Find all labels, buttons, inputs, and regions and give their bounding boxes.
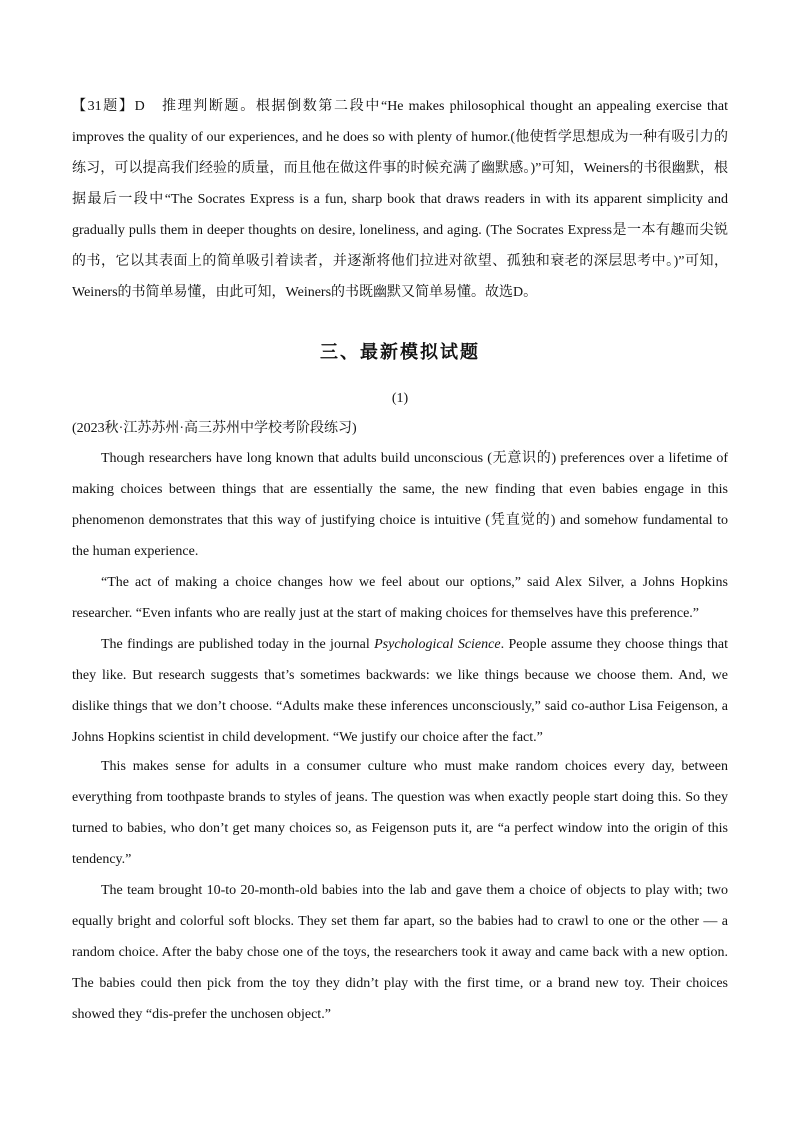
journal-title: Psychological Science xyxy=(374,637,501,652)
paragraph-3-lead: The findings are published today in the journal xyxy=(101,637,375,652)
passage-paragraph-2: “The act of making a choice changes how we feel about our options,” said Alex Silver, a Johns Hopkins researcher. “Even infants who are really just at the start of making choices for themselves have this preference.” xyxy=(72,575,728,621)
passage-paragraph-4: This makes sense for adults in a consumer culture who must make random choices every day, between everything from toothpaste brands to styles of jeans. The question was when exactly people start doing this. So they turned to babies, who don’t get many choices so, as Feigenson puts it, are “a perfect window into the origin of this tendency.” xyxy=(72,759,728,867)
passage-number: (1) xyxy=(391,391,409,406)
passage-paragraph-5: The team brought 10-to 20-month-old babies into the lab and gave them a choice of objects to play with; two equally bright and colorful soft blocks. They set them far apart, so the babies had to crawl to one or the other — a random choice. After the baby chose one of the toys, the researchers took it away and came back with a new option. The babies could then pick from the toy they didn’t play with the first time, or a brand new toy. Their choices showed they “dis-prefer the unchosen object.” xyxy=(72,883,728,1022)
passage-paragraph-1: Though researchers have long known that adults build unconscious (无意识的) preferences over a lifetime of making choices between things that are essentially the same, the new finding that even babies engage in this phenomenon demonstrates that this way of justifying choice is intuitive (凭直觉的) and somehow fundamental to the human experience. xyxy=(72,451,728,559)
section-heading: 三、最新模拟试题 xyxy=(320,342,480,363)
answer-explanation: 【31题】D 推理判断题。根据倒数第二段中“He makes philosophical thought an appealing exercise that improves the quality of our experiences, and he does so with plenty of humor.(他使哲学思想成为一种有吸引力的练习，可以提高我们经验的质量，而且他在做这件事的时候充满了幽默感。)”可知，Weiners的书很幽默，根据最后一段中“The Socrates Express is a fun, sharp book that draws readers in with its apparent simplicity and gradually pulls them in deeper thoughts on desire, loneliness, and aging. (The Socrates Express是一本有趣而尖锐的书，它以其表面上的简单吸引着读者，并逐渐将他们拉进对欲望、孤独和衰老的深层思考中。)”可知，Weiners的书简单易懂，由此可知，Weiners的书既幽默又简单易懂。故选D。 xyxy=(72,99,728,300)
passage-source: (2023秋·江苏苏州·高三苏州中学校考阶段练习) xyxy=(72,421,357,436)
paragraph-3-rest: . People assume they choose things that they like. But research suggests that’s sometimes backwards: we like things because we choose them. And, we dislike things that we don’t choose. “Adults make these inferences unconsciously,” said co-author Lisa Feigenson, a Johns Hopkins scientist in child development. “We justify our choice after the fact.” xyxy=(72,637,728,745)
passage-paragraph-3 xyxy=(72,629,728,753)
